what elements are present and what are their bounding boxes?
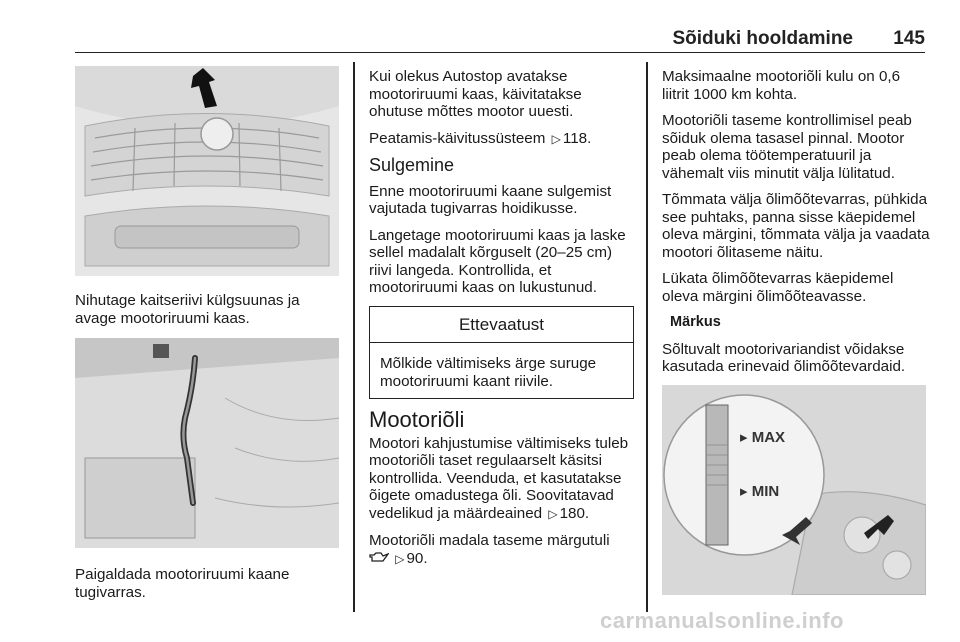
dipstick-procedure-paragraph: Tõmmata välja õlimõõtevarras, pühkida see puhtaks, panna sisse käepidemel oleva märgini, tõmmata välja ja vaadata mootori õlitaseme näitu. <box>662 191 930 261</box>
caution-title: Ettevaatust <box>370 307 633 344</box>
middle-column <box>369 68 634 577</box>
section-title: Sõiduki hooldamine <box>672 28 853 49</box>
right-column <box>662 68 930 385</box>
dipstick-min-label: ▸ MIN <box>740 483 780 500</box>
dipstick-max-label: ▸ MAX <box>740 429 786 446</box>
dipstick-illustration <box>662 385 926 595</box>
caution-box <box>369 306 634 400</box>
reference-arrow-icon: ▷ <box>395 551 405 566</box>
caption-hood-latch: Nihutage kaitseriivi külgsuunas ja avage mootoriruumi kaas. <box>75 292 300 327</box>
dipstick-insert-paragraph: Lükata õlimõõtevarras käepidemel oleva märgini õlimõõteavasse. <box>662 270 894 305</box>
oil-check-conditions-paragraph: Mootoriõli taseme kontrollimisel peab sõiduk olema tasasel pinnal. Mootor peab olema töötemperatuuril ja vähemalt viis minutit välja lülitatud. <box>662 112 912 182</box>
closing-paragraph-1: Enne mootoriruumi kaane sulgemist vajutada tugivarras hoidikusse. <box>369 182 612 217</box>
page-link-118[interactable]: 118. <box>562 129 592 147</box>
engine-oil-paragraph: Mootori kahjustumise vältimiseks tuleb mootoriõli taset regulaarselt käsitsi kontrollida. Veenduda, et kasutatakse õigete omadustega õli. Soovitatavad vedelikud ja määrdeained ▷ 180. <box>369 434 629 522</box>
reference-arrow-icon: ▷ <box>548 506 558 521</box>
oil-consumption-paragraph: Maksimaalne mootoriõli kulu on 0,6 liitrit 1000 km kohta. <box>662 68 901 103</box>
reference-arrow-icon: ▷ <box>551 131 561 146</box>
heading-closing: Sulgemine <box>369 155 455 175</box>
caption-support-rod: Paigaldada mootoriruumi kaane tugivarras. <box>75 566 290 601</box>
page-number: 145 <box>893 28 925 49</box>
oil-warning-light-paragraph: Mootoriõli madala taseme märgutuli ▷ 90. <box>369 532 610 567</box>
closing-paragraph-2: Langetage mootoriruumi kaas ja laske sellel madalalt kõrguselt (20–25 cm) riivi langeda. Kontrollida, et mootoriruumi kaas on lukustunud. <box>369 226 626 296</box>
hood-latch-illustration <box>75 66 339 276</box>
note-text: Sõltuvalt mootorivariandist võidakse kasutada erinevaid õlimõõtevardaid. <box>662 340 906 375</box>
autostop-paragraph: Kui olekus Autostop avatakse mootoriruumi kaas, käivitatakse ohutuse mõttes mootor uuesti. <box>369 68 582 120</box>
column-divider-1 <box>353 62 355 612</box>
page-link-180[interactable]: 180. <box>559 504 590 522</box>
note-label: Märkus <box>670 314 721 330</box>
footer-watermark: carmanualsonline.info <box>600 608 844 633</box>
hood-support-rod-illustration <box>75 338 339 548</box>
stop-start-reference: Peatamis-käivitussüsteem ▷ 118. <box>369 129 592 147</box>
page-header <box>75 22 925 53</box>
note-block <box>662 314 930 376</box>
caution-text: Mõlkide vältimiseks ärge suruge mootoriruumi kaant riivile. <box>380 355 597 390</box>
column-divider-2 <box>646 62 648 612</box>
heading-engine-oil: Mootoriõli <box>369 407 465 432</box>
oil-can-icon <box>369 550 393 567</box>
page-link-90[interactable]: 90. <box>406 549 428 567</box>
